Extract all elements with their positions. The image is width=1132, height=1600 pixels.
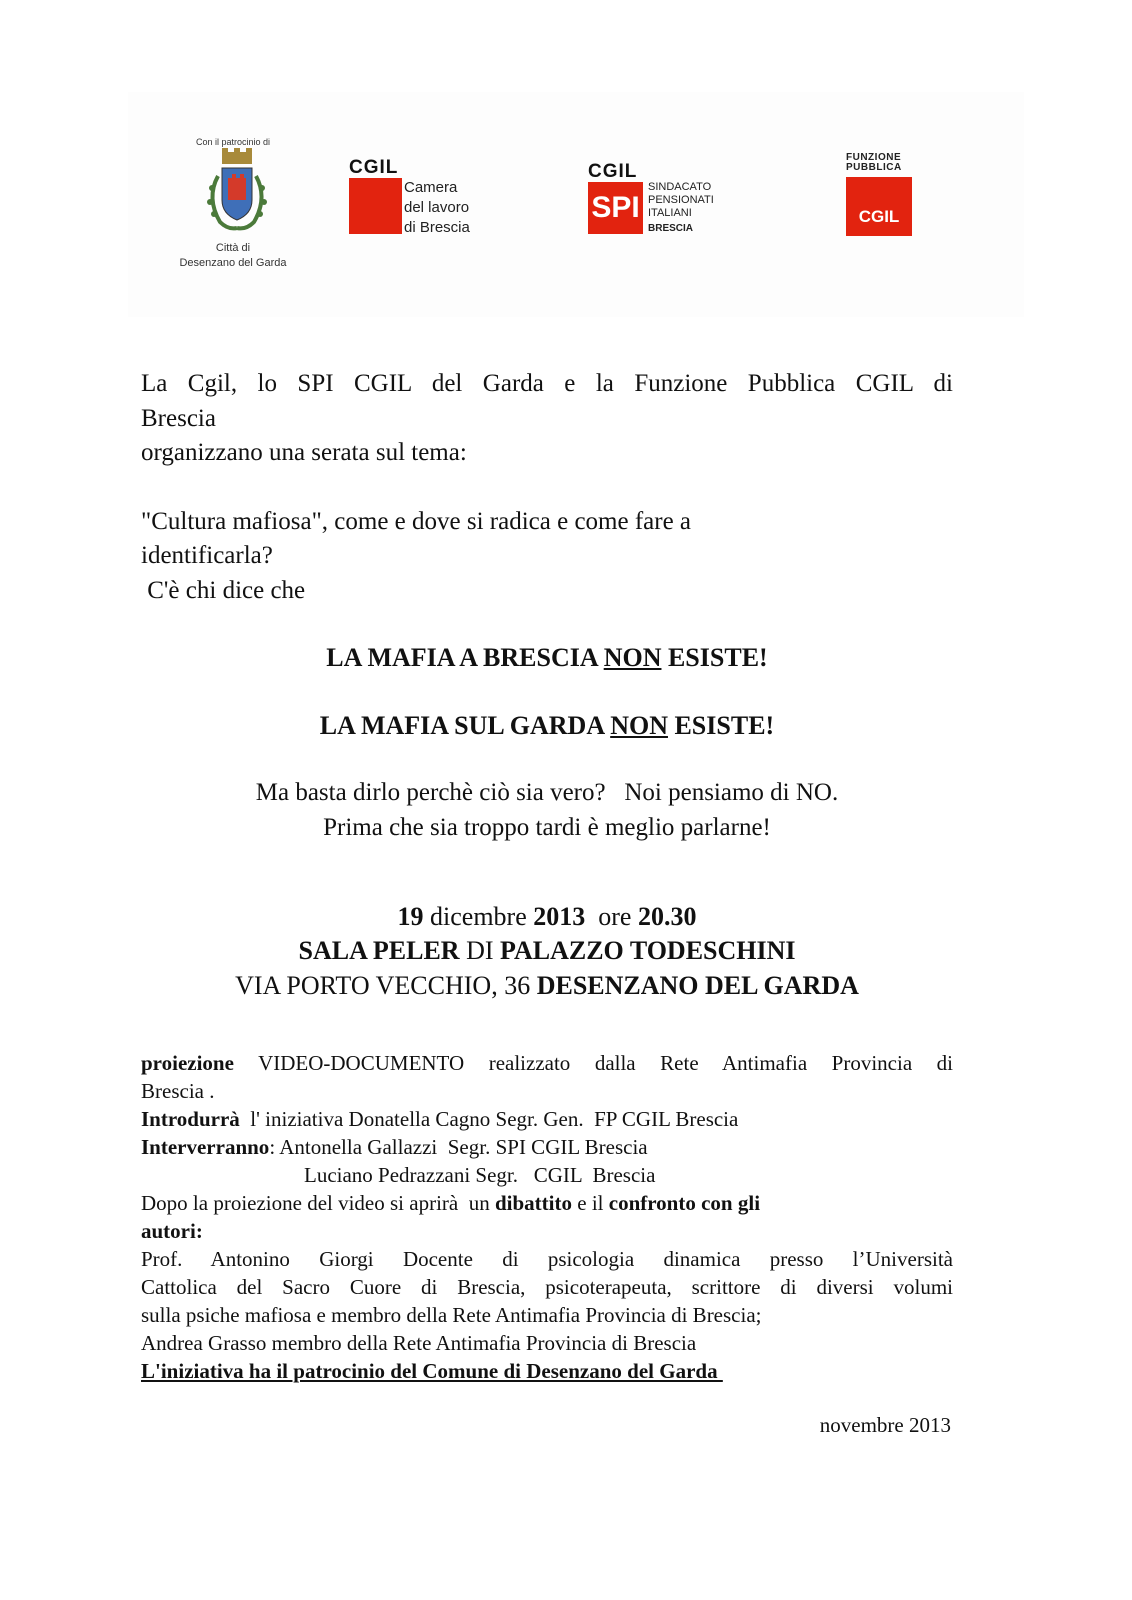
camera-line3: di Brescia — [404, 219, 470, 236]
spi-line1: SINDACATO — [648, 181, 712, 193]
speaker-1: : Antonella Gallazzi Segr. SPI CGIL Brescia — [269, 1135, 648, 1159]
speaker-2: Luciano Pedrazzani Segr. CGIL Brescia — [304, 1163, 656, 1187]
date-footer: novembre 2013 — [819, 1413, 951, 1437]
event-month: dicembre — [423, 902, 534, 931]
event-venue — [141, 936, 953, 966]
camera-line2: del lavoro — [404, 199, 470, 216]
slogan-garda-post: ESISTE! — [667, 711, 775, 740]
event-palace: PALAZZO TODESCHINI — [500, 936, 796, 965]
intro-line1: La Cgil, lo SPI CGIL del Garda e la Funzione Pubblica CGIL di — [141, 370, 953, 397]
camera-line1: Camera — [404, 179, 458, 196]
slogan-brescia-pre: LA MAFIA A BRESCIA — [326, 643, 604, 672]
intro-line3: organizzano una serata sul tema: — [141, 439, 467, 466]
event-day: 19 — [397, 902, 424, 931]
theme-line1: "Cultura mafiosa", come e dove si radica e come fare a — [141, 508, 692, 535]
fp-red-block: CGIL — [846, 177, 912, 236]
slogan-garda-pre: LA MAFIA SUL GARDA — [319, 711, 611, 740]
event-city: DESENZANO DEL GARDA — [536, 971, 859, 1000]
question-line1: Ma basta dirlo perchè ciò sia vero? Noi pensiamo di NO. — [255, 779, 839, 806]
proiezione-text: VIDEO-DOCUMENTO realizzato dalla Rete Antimafia Provincia di — [233, 1051, 953, 1075]
spi-line3: ITALIANI — [648, 207, 692, 219]
fp-line2: PUBBLICA — [846, 162, 902, 173]
grasso-line: Andrea Grasso membro della Rete Antimafia Provincia di Brescia — [141, 1331, 697, 1355]
spi-line4: BRESCIA — [648, 223, 694, 234]
event-date — [141, 902, 953, 932]
giorgi-line2: Cattolica del Sacro Cuore di Brescia, psicoterapeuta, scrittore di diversi volumi — [141, 1275, 953, 1299]
patronage-caption-city-name: Desenzano del Garda — [179, 257, 287, 269]
slogan-brescia-post: ESISTE! — [661, 643, 768, 672]
e-il: e il — [572, 1191, 609, 1215]
event-time: 20.30 — [637, 902, 697, 931]
speakers-label: Interverranno — [141, 1135, 270, 1159]
dopo-text: Dopo la proiezione del video si aprirà un — [141, 1191, 495, 1215]
event-address — [141, 971, 953, 1001]
spi-cgil-brand: CGIL — [588, 161, 638, 182]
question-line2: Prima che sia troppo tardi è meglio parlarne! — [323, 814, 771, 841]
details-dopo — [141, 1189, 953, 1217]
event-year: 2013 — [533, 902, 586, 931]
fp-line1: FUNZIONE — [846, 152, 902, 163]
slogan-brescia-non: NON — [603, 643, 662, 672]
patronage-caption-top: Con il patrocinio di — [195, 137, 271, 147]
intro-text: l' iniziativa Donatella Cagno Segr. Gen. FP CGIL Brescia — [239, 1107, 739, 1131]
event-di: DI — [459, 936, 501, 965]
giorgi-line3: sulla psiche mafiosa e membro della Rete Antimafia Provincia di Brescia; — [141, 1303, 762, 1327]
camera-cgil-brand: CGIL — [349, 157, 399, 178]
intro-label: Introdurrà — [141, 1107, 240, 1131]
patronage-note: L'iniziativa ha il patrocinio del Comune di Desenzano del Garda — [141, 1359, 723, 1383]
details-proiezione — [141, 1049, 953, 1077]
details-autori: autori: — [141, 1219, 203, 1243]
theme-line2: identificarla? — [141, 542, 273, 569]
details-speakers — [141, 1133, 953, 1161]
spi-red-mark: SPI — [588, 182, 643, 234]
confronto: confronto con gli — [608, 1191, 761, 1215]
event-hall: SALA PELER — [298, 936, 460, 965]
slogan-garda — [141, 711, 953, 741]
dibattito: dibattito — [494, 1191, 572, 1215]
event-street: VIA PORTO VECCHIO, 36 — [235, 971, 537, 1000]
spi-line2: PENSIONATI — [648, 194, 714, 206]
coat-of-arms-icon — [198, 148, 276, 240]
giorgi-line1: Prof. Antonino Giorgi Docente di psicologia dinamica presso l’Università — [141, 1247, 953, 1271]
camera-red-block — [349, 178, 402, 234]
slogan-brescia — [141, 643, 953, 673]
intro-line2: Brescia — [141, 405, 216, 432]
slogan-garda-non: NON — [610, 711, 668, 740]
event-ore: ore — [585, 902, 638, 931]
details-intro — [141, 1105, 953, 1133]
proiezione-label: proiezione — [141, 1051, 234, 1075]
patronage-caption-city: Città di — [215, 242, 251, 254]
theme-line3: C'è chi dice che — [141, 577, 306, 604]
details-proiezione-cont: Brescia . — [141, 1079, 215, 1103]
